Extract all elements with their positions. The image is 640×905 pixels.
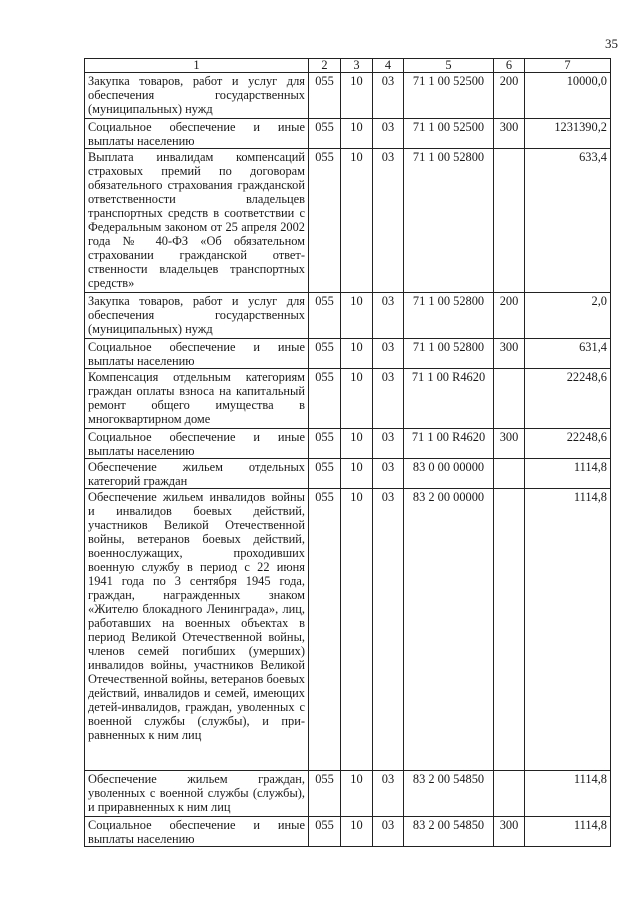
row-code-2: 055: [309, 817, 341, 847]
row-code-6: 300: [494, 817, 525, 847]
row-code-2: 055: [309, 771, 341, 817]
row-code-2: 055: [309, 293, 341, 339]
row-code-3: 10: [341, 73, 373, 119]
column-header-4: 4: [373, 59, 404, 73]
row-code-3: 10: [341, 771, 373, 817]
table-row: [85, 369, 611, 429]
row-amount: 631,4: [525, 339, 611, 369]
column-header-3: 3: [341, 59, 373, 73]
row-amount: 1114,8: [525, 817, 611, 847]
row-name: Закупка товаров, работ и услуг для обеспечения государственных (муниципальных) нужд: [85, 73, 309, 119]
row-code-5: 71 1 00 52500: [404, 119, 494, 149]
row-code-4: 03: [373, 771, 404, 817]
row-code-2: 055: [309, 339, 341, 369]
row-code-6: 300: [494, 339, 525, 369]
row-code-2: 055: [309, 73, 341, 119]
row-code-2: 055: [309, 459, 341, 489]
row-amount: 1114,8: [525, 489, 611, 771]
column-header-1: 1: [85, 59, 309, 73]
row-code-3: 10: [341, 369, 373, 429]
row-name: Обеспечение жильем отдельных категорий граждан: [85, 459, 309, 489]
row-name: Обеспечение жильем граждан, уволенных с военной службы (службы), и приравненных к ним лиц: [85, 771, 309, 817]
row-code-3: 10: [341, 459, 373, 489]
row-code-2: 055: [309, 149, 341, 293]
row-code-6: 200: [494, 293, 525, 339]
row-amount: 1231390,2: [525, 119, 611, 149]
row-code-4: 03: [373, 489, 404, 771]
table-row: [85, 73, 611, 119]
row-code-6: [494, 149, 525, 293]
row-name: Социальное обеспечение и иные выплаты населению: [85, 339, 309, 369]
row-code-6: [494, 489, 525, 771]
row-name: Социальное обеспечение и иные выплаты населению: [85, 119, 309, 149]
row-code-5: 71 1 00 52800: [404, 149, 494, 293]
row-name: Обеспечение жильем инвалидов войны и инвалидов боевых действий, участников Великой Отечественной войны, ветеранов боевых действий, военнослужащих, проходивших военную службу в период с 22 июня 1941 года по 3 сентября 1945 года, граждан, награжденных знаком «Жителю блокадного Ленинграда», лиц, работавших на военных объектах в период Великой Отечественной войны, членов семей погибших (умерших) инвалидов войны, участников Великой Отечественной войны, ветеранов боевых действий, инвалидов и семей, имеющих детей-инвалидов, граждан, уволенных с военной службы (службы), и приравненных к ним лиц: [85, 489, 309, 771]
column-header-5: 5: [404, 59, 494, 73]
row-code-5: 71 1 00 52500: [404, 73, 494, 119]
table-row: [85, 817, 611, 847]
row-code-3: 10: [341, 339, 373, 369]
budget-table: [84, 58, 611, 847]
row-code-4: 03: [373, 459, 404, 489]
table-row: [85, 459, 611, 489]
row-code-6: 300: [494, 119, 525, 149]
row-code-3: 10: [341, 489, 373, 771]
row-code-6: [494, 771, 525, 817]
row-code-5: 71 1 00 R4620: [404, 429, 494, 459]
row-code-2: 055: [309, 429, 341, 459]
column-header-2: 2: [309, 59, 341, 73]
row-amount: 22248,6: [525, 369, 611, 429]
row-amount: 1114,8: [525, 459, 611, 489]
row-code-4: 03: [373, 429, 404, 459]
row-code-3: 10: [341, 149, 373, 293]
table-row: [85, 339, 611, 369]
row-code-3: 10: [341, 293, 373, 339]
table-row: [85, 149, 611, 293]
row-code-2: 055: [309, 119, 341, 149]
row-name: Компенсация отдельным категориям граждан оплаты взноса на капитальный ремонт общего имущества в многоквартирном доме: [85, 369, 309, 429]
row-name: Закупка товаров, работ и услуг для обеспечения государственных (муниципальных) нужд: [85, 293, 309, 339]
row-amount: 2,0: [525, 293, 611, 339]
row-code-5: 71 1 00 52800: [404, 293, 494, 339]
row-name: Социальное обеспечение и иные выплаты населению: [85, 429, 309, 459]
table-row: [85, 489, 611, 771]
row-code-5: 71 1 00 52800: [404, 339, 494, 369]
table-row: [85, 293, 611, 339]
row-code-2: 055: [309, 489, 341, 771]
row-code-5: 83 2 00 00000: [404, 489, 494, 771]
table-row: [85, 771, 611, 817]
row-amount: 22248,6: [525, 429, 611, 459]
column-header-7: 7: [525, 59, 611, 73]
row-code-6: 200: [494, 73, 525, 119]
row-code-3: 10: [341, 429, 373, 459]
row-code-5: 83 0 00 00000: [404, 459, 494, 489]
row-code-4: 03: [373, 119, 404, 149]
row-code-6: [494, 369, 525, 429]
row-name: Социальное обеспечение и иные выплаты населению: [85, 817, 309, 847]
page-number: 35: [605, 36, 618, 51]
row-name: Выплата инвалидам компенсаций страховых премий по договорам обязательного страхования гражданской ответственности владельцев транспортных средств в соответствии с Федеральным законом от 25 апреля 2002 года № 40-ФЗ «Об обязательном страховании гражданской ответственности владельцев транспортных средств»: [85, 149, 309, 293]
table-row: [85, 119, 611, 149]
row-code-4: 03: [373, 369, 404, 429]
row-amount: 10000,0: [525, 73, 611, 119]
row-code-2: 055: [309, 369, 341, 429]
header-row: [85, 59, 611, 73]
row-code-5: 83 2 00 54850: [404, 771, 494, 817]
row-code-5: 71 1 00 R4620: [404, 369, 494, 429]
row-amount: 633,4: [525, 149, 611, 293]
row-code-4: 03: [373, 817, 404, 847]
row-code-4: 03: [373, 293, 404, 339]
row-code-4: 03: [373, 339, 404, 369]
row-code-6: [494, 459, 525, 489]
row-amount: 1114,8: [525, 771, 611, 817]
row-code-4: 03: [373, 73, 404, 119]
row-code-5: 83 2 00 54850: [404, 817, 494, 847]
row-code-6: 300: [494, 429, 525, 459]
row-code-3: 10: [341, 817, 373, 847]
row-code-4: 03: [373, 149, 404, 293]
column-header-6: 6: [494, 59, 525, 73]
table-row: [85, 429, 611, 459]
row-code-3: 10: [341, 119, 373, 149]
